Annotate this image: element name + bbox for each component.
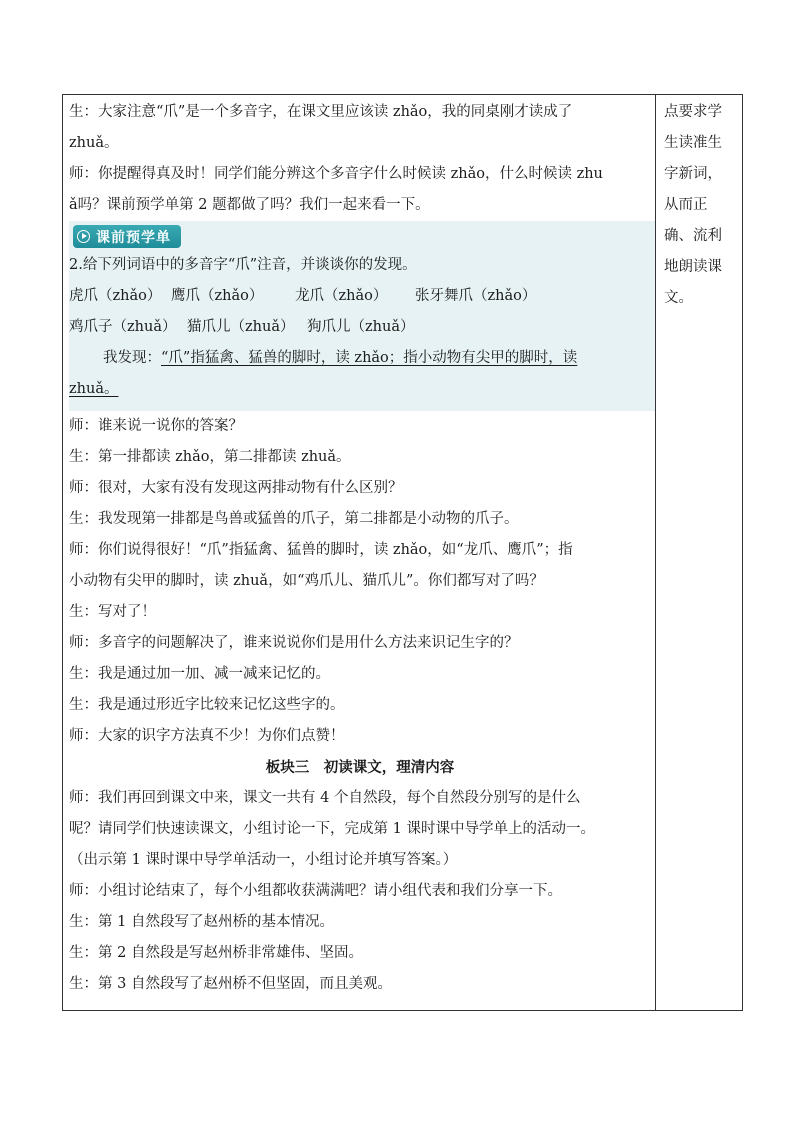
word-row-zhua (69, 312, 655, 343)
dialogue-line: 呢？请同学们快速读课文，小组讨论一下，完成第 1 课时课中导学单上的活动一。 (69, 821, 595, 837)
word-item: 猫爪儿（zhuǎ） (187, 319, 295, 335)
word-item: 鹰爪（zhǎo） (171, 288, 264, 304)
dialogue-line: 师：大家的识字方法真不少！为你们点赞！ (69, 728, 345, 744)
finding-line (69, 374, 655, 405)
word-item: 张牙舞爪（zhǎo） (415, 288, 537, 304)
word-item: 鸡爪子（zhuǎ） (69, 319, 177, 335)
word-item: 龙爪（zhǎo） (295, 288, 388, 304)
dialogue-line: 生：我是通过加一加、减一减来记忆的。 (69, 666, 330, 682)
finding-line (69, 343, 655, 374)
dialogue-line: 生：写对了！ (69, 604, 156, 620)
word-item: 虎爪（zhǎo） (69, 288, 162, 304)
dialogue-line: 生：第 1 自然段写了赵州桥的基本情况。 (69, 914, 334, 930)
dialogue-line: 师：我们再回到课文中来，课文一共有 4 个自然段，每个自然段分别写的是什么 (69, 790, 581, 806)
finding-text: zhuǎ。 (69, 381, 119, 397)
dialogue-line: 师：多音字的问题解决了，谁来说说你们是用什么方法来识记生字的？ (69, 635, 519, 651)
dialogue-line: 师：小组讨论结束了，每个小组都收获满满吧？请小组代表和我们分享一下。 (69, 883, 562, 899)
design-note-column (664, 97, 736, 314)
side-note-line: 生读准生 (664, 135, 722, 151)
dialogue-line: 生：第一排都读 zhǎo，第二排都读 zhuǎ。 (69, 449, 351, 465)
dialogue-line: 师：你们说得很好！“爪”指猛禽、猛兽的脚时，读 zhǎo，如“龙爪、鹰爪”；指 (69, 542, 573, 558)
side-note-line: 字新词， (664, 166, 722, 182)
dialogue-line: 生：第 3 自然段写了赵州桥不但坚固，而且美观。 (69, 976, 392, 992)
dialogue-line: 师：很对，大家有没有发现这两排动物有什么区别？ (69, 480, 403, 496)
side-note-line: 确、流利 (664, 228, 722, 244)
dialogue-line: zhuǎ。 (69, 135, 119, 151)
finding-label: 我发现： (103, 350, 161, 366)
dialogue-line: 师：你提醒得真及时！同学们能分辨这个多音字什么时候读 zhǎo，什么时候读 zhu (69, 166, 603, 182)
play-circle-icon (77, 230, 90, 243)
preview-worksheet-title: 课前预学单 (96, 229, 171, 246)
side-note-line: 点要求学 (664, 104, 722, 120)
word-item: 狗爪儿（zhuǎ） (307, 319, 415, 335)
dialogue-line: （出示第 1 课时课中导学单活动一，小组讨论并填写答案。） (69, 852, 458, 868)
worksheet-question: 2.给下列词语中的多音字“爪”注音，并谈谈你的发现。 (69, 257, 417, 273)
dialogue-line: 生：我发现第一排都是鸟兽或猛兽的爪子，第二排都是小动物的爪子。 (69, 511, 519, 527)
lesson-table (62, 94, 743, 1011)
side-note-line: 地朗读课 (664, 259, 722, 275)
section-title: 板块三 初读课文，理清内容 (265, 759, 455, 776)
dialogue-line: 生：大家注意“爪”是一个多音字，在课文里应该读 zhǎo，我的同桌刚才读成了 (69, 104, 573, 120)
dialogue-line: 生：我是通过形近字比较来记忆这些字的。 (69, 697, 345, 713)
lesson-content (69, 97, 651, 1000)
side-note-line: 文。 (664, 290, 693, 306)
preview-worksheet-box (69, 221, 655, 411)
finding-text: “爪”指猛禽、猛兽的脚时，读 zhǎo；指小动物有尖甲的脚时，读 (161, 350, 578, 366)
dialogue-line: 小动物有尖甲的脚时，读 zhuǎ，如“鸡爪儿、猫爪儿”。你们都写对了吗？ (69, 573, 544, 589)
dialogue-line: ǎ吗？课前预学单第 2 题都做了吗？我们一起来看一下。 (69, 197, 430, 213)
preview-worksheet-header (73, 225, 181, 248)
side-note-line: 从而正 (664, 197, 708, 213)
column-divider (655, 95, 656, 1010)
dialogue-line: 师：谁来说一说你的答案？ (69, 418, 243, 434)
word-row-zhao (69, 281, 655, 312)
dialogue-line: 生：第 2 自然段是写赵州桥非常雄伟、坚固。 (69, 945, 363, 961)
